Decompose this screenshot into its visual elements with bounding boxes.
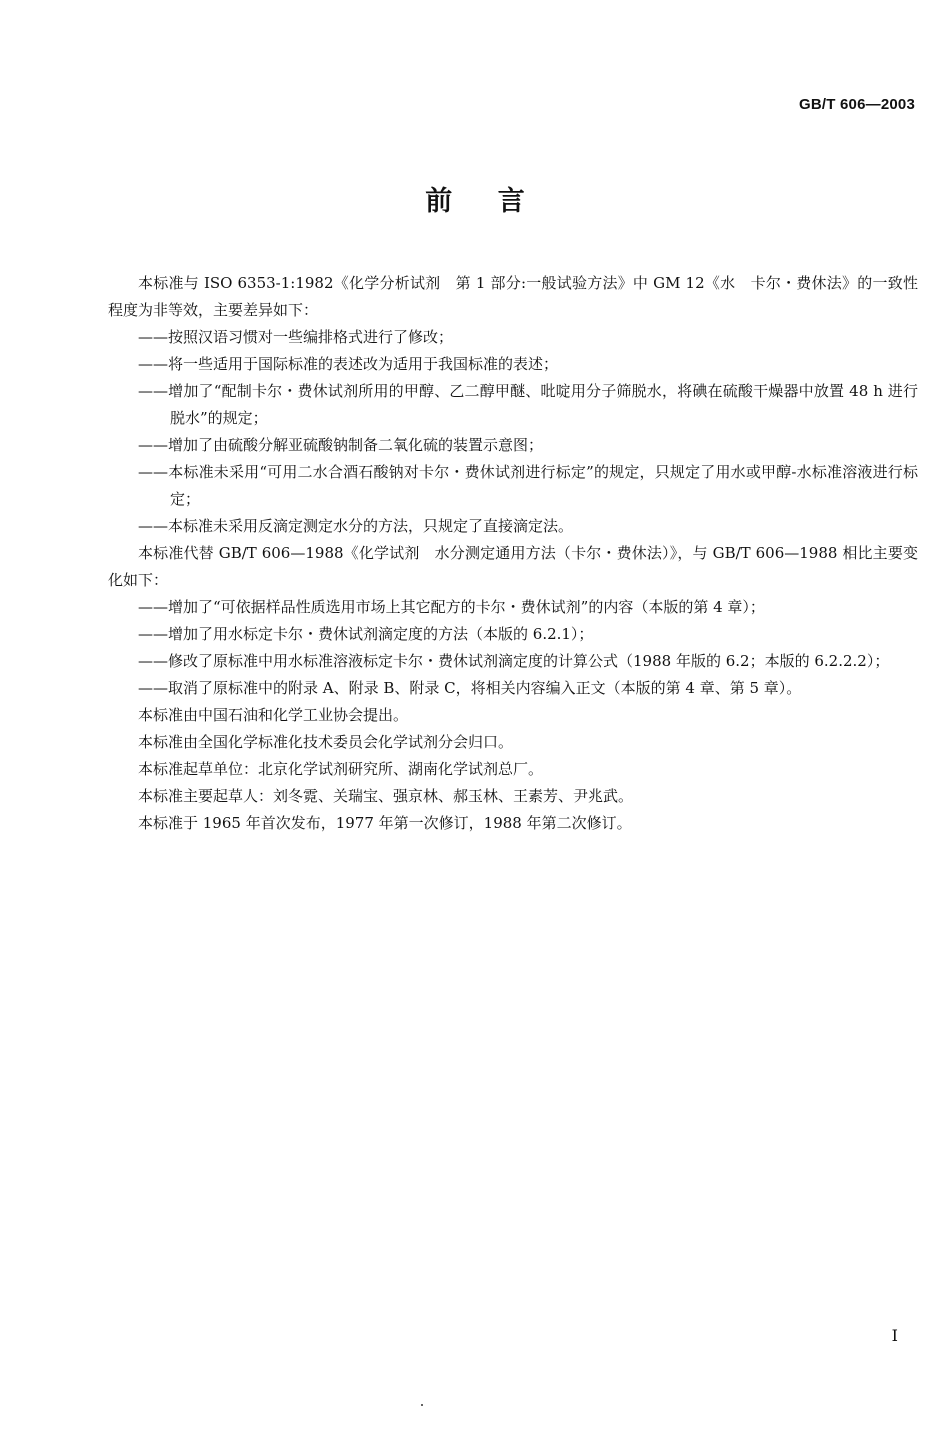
- list-item-other-reagents: ——增加了“可依据样品性质选用市场上其它配方的卡尔・费休试剂”的内容（本版的第 4 章）；: [138, 598, 765, 616]
- foreword-body: [108, 270, 918, 837]
- list-item-standardization: ——本标准未采用“可用二水合酒石酸钠对卡尔・费休试剂进行标定”的规定，只规定了用水或甲醇-水标准溶液进行标定；: [138, 463, 918, 508]
- list-item-wording-change: ——将一些适用于国际标准的表述改为适用于我国标准的表述；: [138, 355, 559, 373]
- list-item-so2-apparatus: ——增加了由硫酸分解亚硫酸钠制备二氧化硫的装置示意图；: [138, 436, 544, 454]
- list-item-formula-change: ——修改了原标准中用水标准溶液标定卡尔・费休试剂滴定度的计算公式（1988 年版的 6.2；本版的 6.2.2.2）；: [138, 652, 890, 670]
- list-item-annex-removal: ——取消了原标准中的附录 A、附录 B、附录 C，将相关内容编入正文（本版的第 4 章、第 5 章）。: [138, 679, 802, 697]
- paragraph-technical-committee: 本标准由全国化学标准化技术委员会化学试剂分会归口。: [138, 733, 514, 751]
- paragraph-replaces-statement: 本标准代替 GB/T 606—1988《化学试剂 水分测定通用方法（卡尔・费休法）》，与 GB/T 606—1988 相比主要变化如下：: [108, 544, 918, 589]
- scan-artifact-dot: [421, 1404, 423, 1406]
- paragraph-drafters: 本标准主要起草人：刘冬霓、关瑞宝、强京林、郝玉林、王素芳、尹兆武。: [138, 787, 634, 805]
- page-number: I: [891, 1326, 898, 1345]
- page-title: 前 言: [425, 186, 525, 217]
- paragraph-drafting-units: 本标准起草单位：北京化学试剂研究所、湖南化学试剂总厂。: [138, 760, 544, 778]
- paragraph-proposer: 本标准由中国石油和化学工业协会提出。: [138, 706, 409, 724]
- paragraph-equivalence-statement: 本标准与 ISO 6353-1:1982《化学分析试剂 第 1 部分:一般试验方法》中 GM 12《水 卡尔・费休法》的一致性程度为非等效，主要差异如下：: [108, 274, 918, 319]
- list-item-water-titer: ——增加了用水标定卡尔・费休试剂滴定度的方法（本版的 6.2.1）；: [138, 625, 594, 643]
- paragraph-publication-history: 本标准于 1965 年首次发布，1977 年第一次修订，1988 年第二次修订。: [138, 814, 632, 832]
- standard-code: GB/T 606—2003: [799, 96, 915, 113]
- list-item-direct-titration: ——本标准未采用反滴定测定水分的方法，只规定了直接滴定法。: [138, 517, 574, 535]
- list-item-dehydration-rule: ——增加了“配制卡尔・费休试剂所用的甲醇、乙二醇甲醚、吡啶用分子筛脱水，将碘在硫酸干燥器中放置 48 h 进行脱水”的规定；: [138, 382, 918, 427]
- list-item-format-change: ——按照汉语习惯对一些编排格式进行了修改；: [138, 328, 454, 346]
